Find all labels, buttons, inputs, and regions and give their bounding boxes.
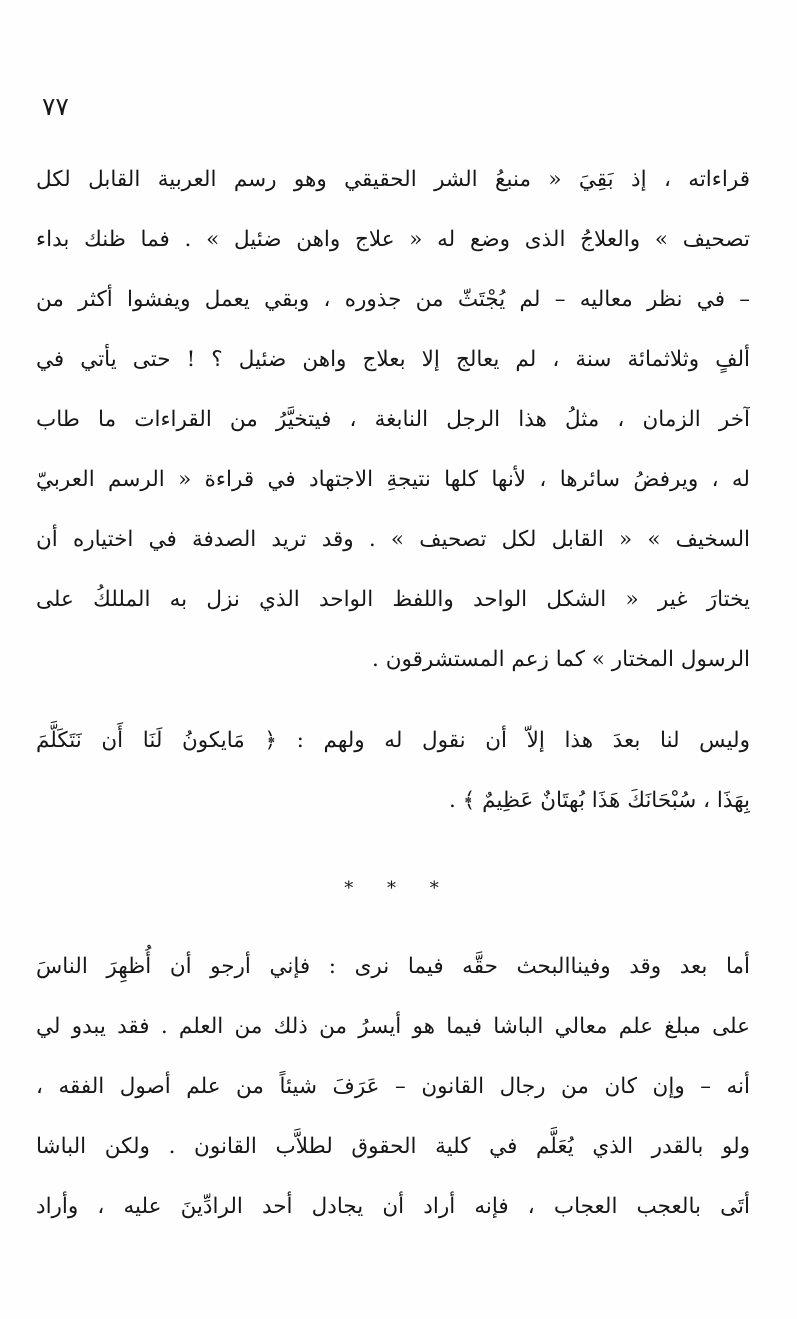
text-line: أما بعد وقد وفيناالبحث حقَّه فيما نرى : فإني أرجو أن أُظهِرَ الناسَ xyxy=(36,954,750,979)
text-line: آخر الزمان ، مثلُ هذا الرجل النابغة ، فيتخيَّرُ من القراءات ما طاب xyxy=(36,407,750,432)
text-line: يختارَ غير « الشكل الواحد واللفظ الواحد الذي نزل به المللكُ على xyxy=(36,587,750,612)
text-line: السخيف » « القابل لكل تصحيف » . وقد تريد الصدفة في اختياره أن xyxy=(36,527,750,552)
text-line: بِهَذَا ، سُبْحَانَكَ هَذَا بُهتَانٌ عَظِيمٌ ﴾ . xyxy=(449,788,750,813)
text-line: ولو بالقدر الذي يُعَلَّم في كلية الحقوق لطلاَّب القانون . ولكن الباشا xyxy=(36,1134,750,1159)
text-line: وليس لنا بعدَ هذا إلاّ أن نقول له ولهم : ﴿ مَايكونُ لَنَا أَن نَتَكَلَّمَ xyxy=(36,728,750,753)
text-line: له ، ويرفضُ سائرها ، لأنها كلها نتيجةِ الاجتهاد في قراءة « الرسم العربيّ xyxy=(36,467,750,492)
text-line: على مبلغ علم معالي الباشا فيما هو أيسرُ من ذلك من العلم . فقد يبدو لي xyxy=(36,1014,750,1039)
text-line: ألفٍ وثلاثمائة سنة ، لم يعالج إلا بعلاج واهن ضئيل ؟ ! حتى يأتي في xyxy=(36,347,750,372)
page-number: ٧٧ xyxy=(42,92,69,121)
text-line: أتَى بالعجب العجاب ، فإنه أراد أن يجادل أحد الرادِّينَ عليه ، وأراد xyxy=(36,1194,750,1219)
paragraph-2 xyxy=(36,711,750,831)
text-line: الرسول المختار » كما زعم المستشرقون . xyxy=(372,647,750,672)
section-separator: * * * xyxy=(344,878,453,899)
text-line: – في نظر معاليه – لم يُجْتَثّ من جذوره ، وبقي يعمل ويفشوا أكثر من xyxy=(36,287,750,312)
paragraph-3 xyxy=(36,937,750,1237)
text-line: تصحيف » والعلاجُ الذى وضع له « علاج واهن ضئيل » . فما ظنك بداء xyxy=(36,227,750,252)
paragraph-1 xyxy=(36,150,750,690)
text-line: أنه – وإن كان من رجال القانون – عَرَفَ شيئاً من علم أصول الفقه ، xyxy=(36,1074,750,1099)
text-line: قراءاته ، إذ بَقِيَ « منبعُ الشر الحقيقي وهو رسم العربية القابل لكل xyxy=(36,167,750,192)
